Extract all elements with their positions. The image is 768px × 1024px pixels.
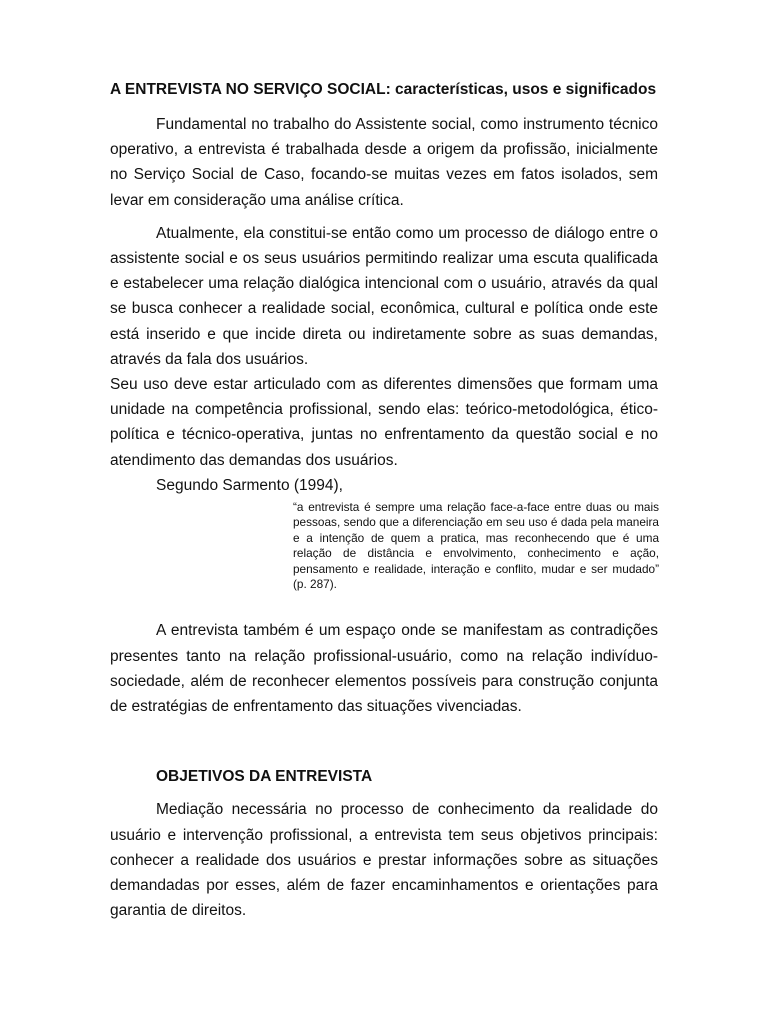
paragraph-objetivos: Mediação necessária no processo de conhecimento da realidade do usuário e intervenção profissional, a entrevista tem seus objetivos principais: conhecer a realidade dos usuários e prestar informações sobre as situações demandadas por esses, além de fazer encaminhamentos e orientações para garantia de direitos. <box>110 801 658 920</box>
paragraph-intro: Fundamental no trabalho do Assistente social, como instrumento técnico operativo, a entrevista é trabalhada desde a origem da profissão, inicialmente no Serviço Social de Caso, focando-se muitas vezes em fatos isolados, sem levar em consideração uma análise crítica. <box>110 116 658 209</box>
document-title: A ENTREVISTA NO SERVIÇO SOCIAL: características, usos e significados <box>110 81 657 98</box>
block-quote: “a entrevista é sempre uma relação face-a-face entre duas ou mais pessoas, sendo que a diferenciação em seu uso é dada pela maneira e a intenção de quem a pratica, mas reconhecendo que é uma relação de distância e envolvimento, conhecimento e ação, pensamento e realidade, interação e conflito, mudar e ser mudado” (p. 287). <box>293 500 659 592</box>
paragraph-contradictions: A entrevista também é um espaço onde se manifestam as contradições presentes tanto na relação profissional-usuário, como na relação indivíduo-sociedade, além de reconhecer elementos possíveis para construção conjunta de estratégias de enfrentamento das situações vivenciadas. <box>110 622 658 716</box>
paragraph-dimensions: Seu uso deve estar articulado com as diferentes dimensões que formam uma unidade na competência profissional, sendo elas: teórico-metodológica, ético-política e técnico-operativa, juntas no enfrentamento da questão social e no atendimento das demandas dos usuários. <box>110 376 658 469</box>
section-title-objetivos: OBJETIVOS DA ENTREVISTA <box>156 768 373 786</box>
document-page <box>110 78 658 923</box>
paragraph-current-practice: Atualmente, ela constitui-se então como um processo de diálogo entre o assistente social e os seus usuários permitindo realizar uma escuta qualificada e estabelecer uma relação dialógica intencional com o usuário, através da qual se busca conhecer a realidade social, econômica, cultural e política onde este está inserido e que incide direta ou indiretamente sobre as suas demandas, através da fala dos usuários. <box>110 224 658 368</box>
quote-intro: Segundo Sarmento (1994), <box>156 476 343 494</box>
